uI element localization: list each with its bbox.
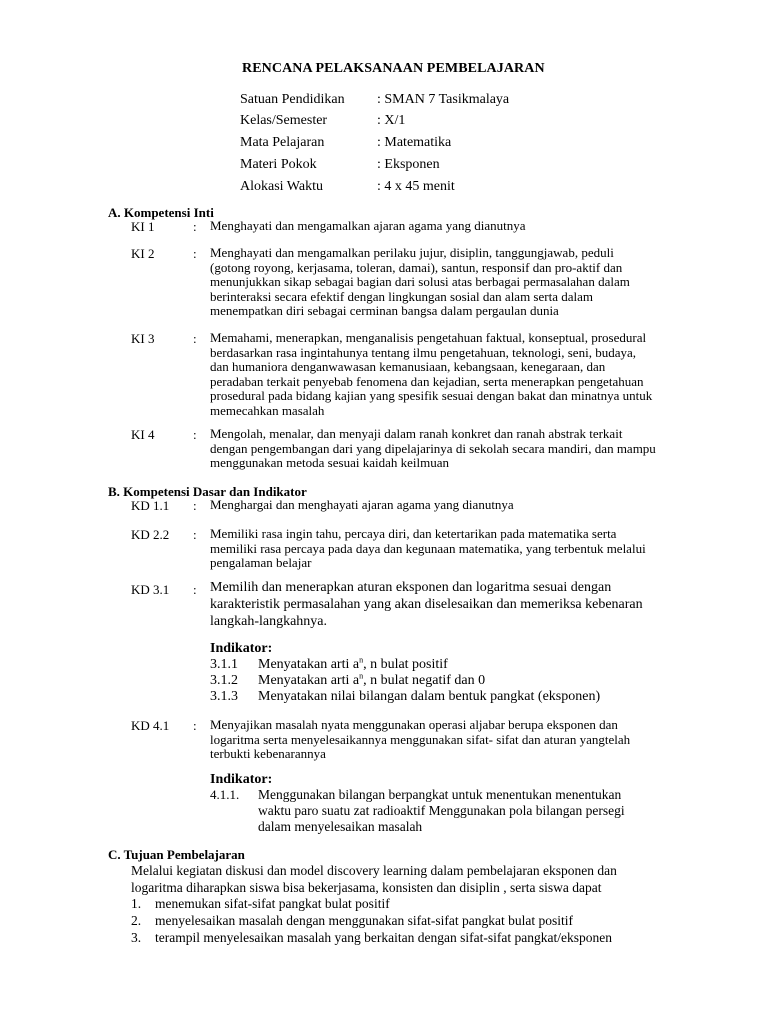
indikator-4-1-heading: Indikator: [210,772,273,787]
kd-2-2-line: pengalaman belajar [210,555,312,571]
tujuan-item-1-text: menemukan sifat-sifat pangkat bulat positif [155,896,390,911]
kd-2-2-line: Memiliki rasa ingin tahu, percaya diri, dan ketertarikan pada matematika serta [210,526,617,541]
ki-1-line: Menghayati dan mengamalkan ajaran agama yang dianutnya [210,218,526,233]
tujuan-item-2-number: 2. [131,913,142,928]
ki-3-line: prosedural pada bidang kajian yang spesifik sesuai dengan bakat dan minatnya untuk [210,388,653,404]
indikator-text-post: , n bulat negatif dan 0 [363,673,486,688]
superscript-n: n [359,671,364,681]
ki-3-code: KI 3 [131,331,155,346]
tujuan-item-2-text: menyelesaikan masalah dengan menggunakan sifat-sifat pangkat bulat positif [155,913,573,928]
kd-3-1-code: KD 3.1 [131,582,170,597]
indikator-3-1-3-text: Menyatakan nilai bilangan dalam bentuk pangkat (eksponen) [258,689,601,704]
kd-3-1-text [210,579,688,630]
kd-1-1-colon: : [193,498,197,513]
info-value-kelas-semester: : X/1 [377,113,406,128]
indikator-4-1-1-line: Menggunakan bilangan berpangkat untuk menentukan menentukan [258,787,622,802]
tujuan-intro [131,862,697,896]
kd-4-1-code: KD 4.1 [131,718,170,733]
ki-1-text [210,219,686,234]
section-b-heading: B. Kompetensi Dasar dan Indikator [108,484,307,499]
kd-3-1-line: karakteristik permasalahan yang akan diselesaikan dan memeriksa kebenaran [210,597,643,612]
ki-3-line: memecahkan masalah [210,402,325,418]
info-label-kelas-semester: Kelas/Semester [240,113,328,128]
info-value-alokasi-waktu: : 4 x 45 menit [377,179,455,194]
tujuan-intro-line: Melalui kegiatan diskusi dan model discovery learning dalam pembelajaran eksponen dan [131,863,617,878]
info-label-materi-pokok: Materi Pokok [240,157,317,172]
info-label-alokasi-waktu: Alokasi Waktu [240,179,323,194]
kd-1-1-text [210,498,686,513]
kd-4-1-colon: : [193,718,197,733]
indikator-3-1-1-text [258,657,448,673]
ki-1-colon: : [193,219,197,234]
kd-2-2-text [210,527,686,571]
section-a-heading: A. Kompetensi Inti [108,205,214,220]
ki-2-code: KI 2 [131,246,155,261]
indikator-3-1-2-text [258,673,485,689]
ki-3-text [210,331,686,419]
ki-3-line: Memahami, menerapkan, menganalisis pengetahuan faktual, konseptual, prosedural [210,330,647,345]
ki-4-line: menggunakan metoda sesuai kaidah keilmuan [210,455,449,471]
ki-2-line: (gotong royong, kerjasama, toleran, damai), santun, responsif dan pro-aktif dan [210,259,623,275]
indikator-4-1-1-line: dalam menyelesaikan masalah [258,819,423,834]
indikator-3-1-1-number: 3.1.1 [210,657,238,672]
indikator-text-post: , n bulat positif [363,657,448,672]
ki-4-line: Mengolah, menalar, dan menyaji dalam ranah konkret dan ranah abstrak terkait [210,426,623,441]
indikator-4-1-1-line: waktu paro suatu zat radioaktif Menggunakan pola bilangan persegi [258,803,625,818]
indikator-4-1-1-text [258,787,688,835]
kd-2-2-code: KD 2.2 [131,527,170,542]
indikator-3-1-heading: Indikator: [210,641,273,656]
ki-4-code: KI 4 [131,427,155,442]
indikator-text-pre: Menyatakan arti a [258,657,360,672]
kd-1-1-code: KD 1.1 [131,498,170,513]
ki-4-line: dengan pengembangan dari yang dipelajarinya di sekolah secara mandiri, dan mampu [210,440,656,456]
indikator-4-1-1-number: 4.1.1. [210,787,240,802]
ki-2-colon: : [193,246,197,261]
kd-4-1-line: Menyajikan masalah nyata menggunakan operasi aljabar berupa eksponen dan [210,717,618,732]
indikator-3-1-2-number: 3.1.2 [210,673,238,688]
ki-2-line: Menghayati dan mengamalkan perilaku jujur, disiplin, tanggungjawab, peduli [210,245,614,260]
kd-3-1-line: Memilih dan menerapkan aturan eksponen dan logaritma sesuai dengan [210,580,612,595]
ki-4-text [210,427,686,471]
ki-3-line: berdasarkan rasa ingintahunya tentang ilmu pengetahuan, teknologi, seni, budaya, [210,344,636,360]
section-c-heading: C. Tujuan Pembelajaran [108,847,245,862]
ki-3-line: dan humaniora denganwawasan kemanusiaan, kebangsaan, kenegaraan, dan [210,359,606,375]
info-label-mata-pelajaran: Mata Pelajaran [240,135,325,150]
kd-4-1-line: terbukti kebenarannya [210,746,326,762]
ki-3-colon: : [193,331,197,346]
kd-3-1-colon: : [193,582,197,597]
kd-1-1-line: Menghargai dan menghayati ajaran agama yang dianutnya [210,497,514,512]
ki-2-text [210,246,686,319]
ki-3-line: peradaban terkait penyebab fenomena dan kejadian, serta menerapkan pengetahuan [210,373,644,389]
info-value-mata-pelajaran: : Matematika [377,135,452,150]
ki-1-code: KI 1 [131,219,155,234]
ki-2-line: berinteraksi secara efektif dengan lingkungan sosial dan alam serta dalam [210,288,593,304]
ki-4-colon: : [193,427,197,442]
info-value-materi-pokok: : Eksponen [377,157,440,172]
tujuan-intro-line: logaritma diharapkan siswa bisa bekerjasama, konsisten dan disiplin , serta siswa dapat [131,880,602,895]
kd-3-1-line: langkah-langkahnya. [210,614,328,629]
kd-2-2-colon: : [193,527,197,542]
ki-2-line: menunjukkan sikap sebagai bagian dari solusi atas berbagai permasalahan dalam [210,274,630,290]
kd-4-1-line: logaritma serta menyelesaikannya menggunakan sifat- sifat dan aturan yangtelah [210,731,631,747]
superscript-n: n [359,655,364,665]
info-label-satuan-pendidikan: Satuan Pendidikan [240,92,345,107]
ki-2-line: menempatkan diri sebagai cerminan bangsa dalam pergaulan dunia [210,303,559,319]
tujuan-item-3-text: terampil menyelesaikan masalah yang berkaitan dengan sifat-sifat pangkat/eksponen [155,930,612,945]
kd-2-2-line: memiliki rasa percaya pada daya dan kegunaan matematika, yang terbentuk melalui [210,540,646,556]
page-title: RENCANA PELAKSANAAN PEMBELAJARAN [242,61,545,76]
info-value-satuan-pendidikan: : SMAN 7 Tasikmalaya [377,92,510,107]
kd-4-1-text [210,718,686,762]
tujuan-item-3-number: 3. [131,930,142,945]
tujuan-item-1-number: 1. [131,896,142,911]
indikator-3-1-3-number: 3.1.3 [210,689,238,704]
indikator-text-pre: Menyatakan arti a [258,673,360,688]
